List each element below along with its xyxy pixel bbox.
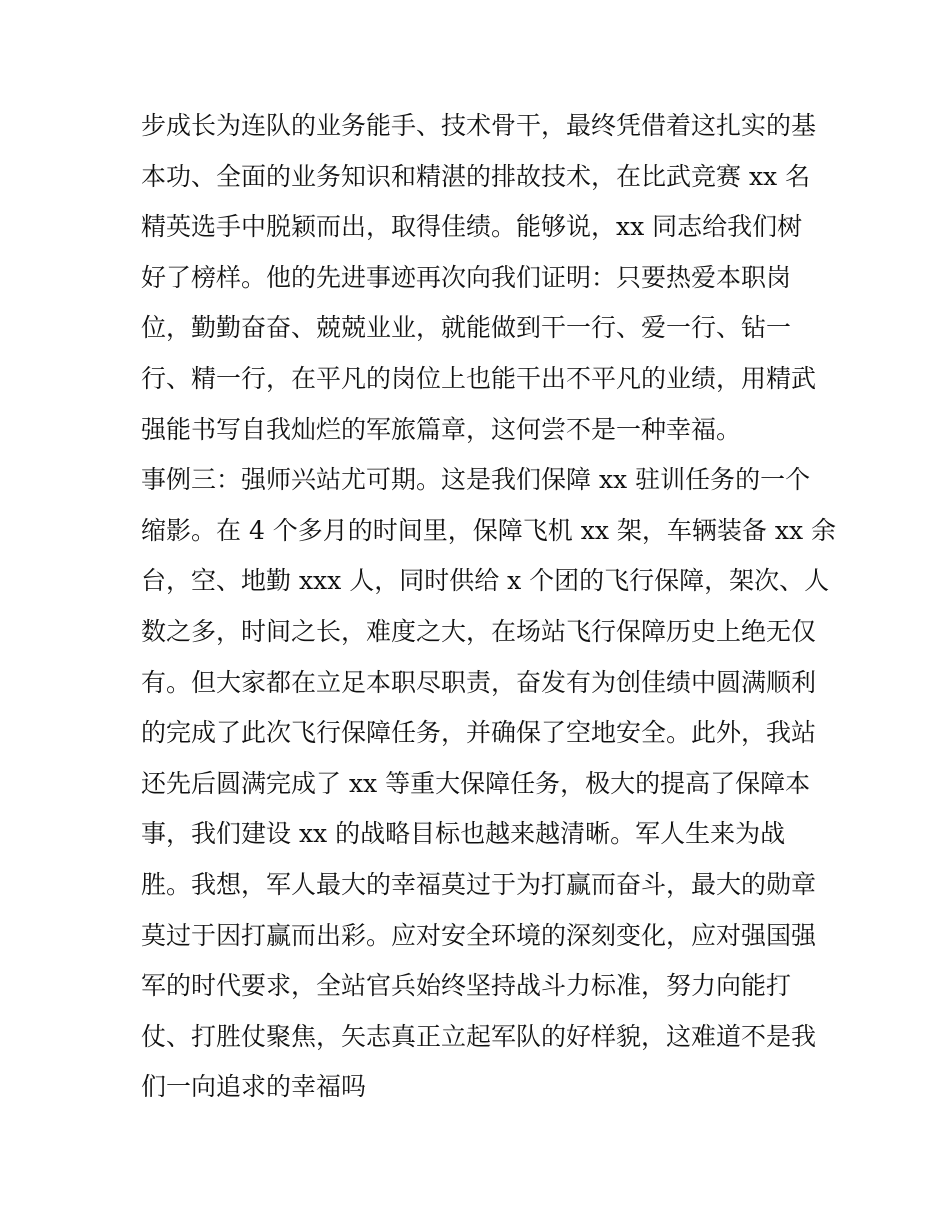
text-line-16: 胜。我想，军人最大的幸福莫过于为打赢而奋斗，最大的勋章 [141, 869, 817, 899]
text-line-2: 本功、全面的业务知识和精湛的排故技术，在比武竞赛 xx 名 [141, 161, 811, 191]
text-line-5: 位，勤勤奋奋、兢兢业业，就能做到干一行、爱一行、钻一 [141, 313, 792, 343]
text-line-8: 事例三：强师兴站尤可期。这是我们保障 xx 驻训任务的一个 [141, 465, 811, 495]
text-line-12: 有。但大家都在立足本职尽职责，奋发有为创佳绩中圆满顺利 [141, 667, 817, 697]
text-line-3: 精英选手中脱颖而出，取得佳绩。能够说，xx 同志给我们树 [141, 212, 803, 242]
text-line-6: 行、精一行，在平凡的岗位上也能干出不平凡的业绩，用精武 [141, 363, 817, 393]
text-line-14: 还先后圆满完成了 xx 等重大保障任务，极大的提高了保障本 [141, 768, 811, 798]
text-line-19: 仗、打胜仗聚焦，矢志真正立起军队的好样貌，这难道不是我 [141, 1021, 817, 1051]
text-line-20: 们一向追求的幸福吗 [141, 1072, 367, 1102]
text-line-9: 缩影。在 4 个多月的时间里，保障飞机 xx 架，车辆装备 xx 余 [141, 515, 836, 545]
text-line-17: 莫过于因打赢而出彩。应对安全环境的深刻变化，应对强国强 [141, 920, 817, 950]
text-line-18: 军的时代要求，全站官兵始终坚持战斗力标准，努力向能打 [141, 971, 792, 1001]
body-text [141, 101, 836, 1113]
text-line-11: 数之多，时间之长，难度之大，在场站飞行保障历史上绝无仅 [141, 616, 817, 646]
text-line-1: 步成长为连队的业务能手、技术骨干，最终凭借着这扎实的基 [141, 111, 817, 140]
text-line-4: 好了榜样。他的先进事迹再次向我们证明：只要热爱本职岗 [141, 262, 792, 292]
text-line-15: 事，我们建设 xx 的战略目标也越来越清晰。军人生来为战 [141, 819, 786, 849]
text-line-13: 的完成了此次飞行保障任务，并确保了空地安全。此外，我站 [141, 718, 817, 748]
text-line-10: 台，空、地勤 xxx 人，同时供给 x 个团的飞行保障，架次、人 [141, 566, 830, 596]
text-line-7: 强能书写自我灿烂的军旅篇章，这何尝不是一种幸福。 [141, 414, 742, 444]
